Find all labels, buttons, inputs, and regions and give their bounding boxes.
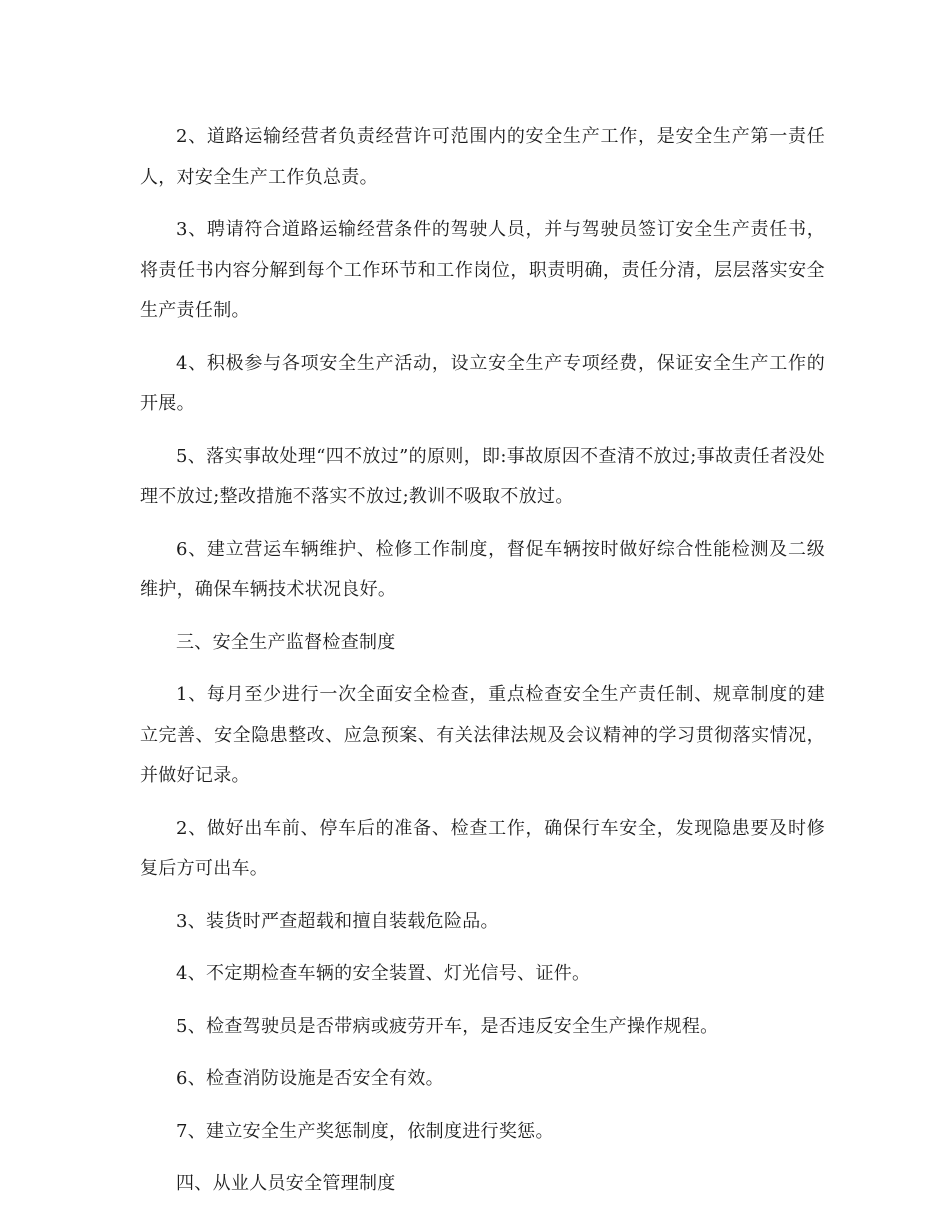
section-heading-personnel: 四、从业人员安全管理制度 [176, 1173, 396, 1194]
paragraph-responsibility-2: 2、道路运输经营者负责经营许可范围内的安全生产工作，是安全生产第一责任人，对安全生产工作负总责。 [140, 126, 825, 188]
paragraph-inspection-6: 6、检查消防设施是否安全有效。 [176, 1068, 444, 1089]
paragraph-inspection-7: 7、建立安全生产奖惩制度，依制度进行奖惩。 [176, 1120, 554, 1142]
paragraph-inspection-2: 2、做好出车前、停车后的准备、检查工作，确保行车安全，发现隐患要及时修复后方可出车。 [140, 817, 825, 879]
paragraph-inspection-4: 4、不定期检查车辆的安全装置、灯光信号、证件。 [176, 963, 591, 984]
document-body [140, 117, 825, 1217]
section-heading-inspection: 三、安全生产监督检查制度 [176, 631, 396, 653]
paragraph-responsibility-3: 3、聘请符合道路运输经营条件的驾驶人员，并与驾驶员签订安全生产责任书，将责任书内容分解到每个工作环节和工作岗位，职责明确，责任分清，层层落实安全生产责任制。 [140, 219, 825, 321]
paragraph-responsibility-5: 5、落实事故处理“四不放过”的原则，即:事故原因不查清不放过;事故责任者没处理不放过;整改措施不落实不放过;教训不吸取不放过。 [140, 445, 825, 507]
paragraph-inspection-5: 5、检查驾驶员是否带病或疲劳开车，是否违反安全生产操作规程。 [176, 1015, 719, 1037]
paragraph-responsibility-6: 6、建立营运车辆维护、检修工作制度，督促车辆按时做好综合性能检测及二级维护，确保车辆技术状况良好。 [140, 538, 825, 600]
paragraph-responsibility-4: 4、积极参与各项安全生产活动，设立安全生产专项经费，保证安全生产工作的开展。 [140, 352, 825, 414]
paragraph-inspection-3: 3、装货时严查超载和擅自装载危险品。 [176, 910, 499, 932]
paragraph-inspection-1: 1、每月至少进行一次全面安全检查，重点检查安全生产责任制、规章制度的建立完善、安全隐患整改、应急预案、有关法律法规及会议精神的学习贯彻落实情况，并做好记录。 [140, 684, 825, 786]
